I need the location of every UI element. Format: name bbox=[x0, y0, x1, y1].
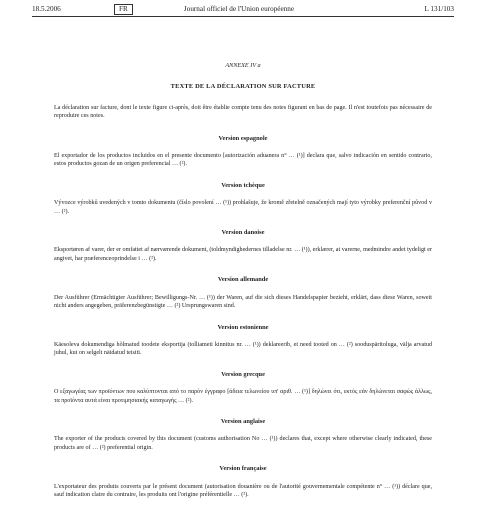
annex-label: ANNEXE IV a bbox=[225, 62, 261, 69]
version-czech bbox=[54, 182, 432, 216]
version-german bbox=[54, 276, 432, 310]
version-danish bbox=[54, 229, 432, 263]
journal-title: Journal officiel de l'Union européenne bbox=[183, 5, 295, 13]
version-english bbox=[54, 418, 432, 452]
version-french bbox=[54, 465, 432, 499]
version-heading: Version estonienne bbox=[217, 323, 269, 331]
version-heading: Version espagnole bbox=[218, 134, 268, 142]
version-greek bbox=[54, 371, 432, 405]
version-spanish bbox=[54, 135, 432, 169]
version-heading: Version française bbox=[219, 465, 267, 473]
version-text: El exportador de los productos incluidos en el presente documento [autorización aduanera n° … (¹)] declara que, salvo indicación en sentido contrario, estos productos gozan de un origen preferencial … (²). bbox=[54, 153, 432, 168]
version-heading: Version anglaise bbox=[220, 417, 266, 425]
page-reference: L 131/103 bbox=[424, 5, 454, 13]
version-heading: Version danoise bbox=[221, 229, 265, 237]
version-heading: Version tchèque bbox=[221, 181, 265, 189]
version-text: Eksportøren af varer, der er omfattet af nærværende dokument, (toldmyndighedernes tilladelse nr. … (¹)), erklærer, at varerne, medmindre andet tydeligt er angivet, har præferenceoprindelse i … (²). bbox=[54, 247, 432, 262]
version-estonian bbox=[54, 324, 432, 358]
version-text: Ο εξαγωγέας των προϊόντων που καλύπτονται από το παρόν έγγραφο [άδεια τελωνείου υπ' αριθ. … (¹)] δηλώνει ότι, εκτός εάν δηλώνεται σαφώς άλλως, τα προϊόντα αυτά είναι προτιμησιακής καταγωγής … (²). bbox=[54, 389, 432, 404]
language-code-box: FR bbox=[114, 4, 133, 15]
version-text: Der Ausführer (Ermächtigter Ausführer; Bewilligungs-Nr. … (¹)) der Waren, auf die sich dieses Handelspapier bezieht, erklärt, dass diese Waren, soweit nicht anders angegeben, präferenzbegünstigte … (²) Ursprungswaren sind. bbox=[54, 294, 432, 310]
intro-paragraph: La déclaration sur facture, dont le texte figure ci-après, doit être établie compte tenu des notes figurant en bas de page. Il n'est toutefois pas nécessaire de reproduire ces notes. bbox=[54, 104, 432, 120]
version-text: L'exportateur des produits couverts par le présent document (autorisation douanière ou de l'autorité gouvernementale compétente n° … (¹)) déclare que, sauf indication claire du contraire, les produits ont l'origine préférentielle … (²). bbox=[54, 483, 432, 498]
version-heading: Version grecque bbox=[221, 370, 265, 378]
version-text: The exporter of the products covered by this document (customs authorisation No … (¹)) declares that, except where otherwise clearly indicated, these products are of … (²) preferential origin. bbox=[54, 436, 432, 451]
document-title: TEXTE DE LA DÉCLARATION SUR FACTURE bbox=[170, 83, 316, 91]
version-heading: Version allemande bbox=[217, 276, 269, 284]
header-rule bbox=[32, 16, 454, 17]
header-date: 18.5.2006 bbox=[32, 5, 61, 13]
document-body bbox=[54, 62, 432, 512]
version-text: Käesoleva dokumendiga hõlmatud toodete eksportija (tolliameti kinnitus nr. … (¹)) deklareerib, et need tooted on … (²) sooduspäritoluga, välja arvatud juhul, kui on selgelt näidatud teisiti. bbox=[54, 341, 432, 357]
version-text: Vývozce výrobků uvedených v tomto dokumentu (číslo povolení … (¹)) prohlašuje, že kromě zřetelně označených mají tyto výrobky preferenční původ v … (²). bbox=[54, 200, 432, 215]
